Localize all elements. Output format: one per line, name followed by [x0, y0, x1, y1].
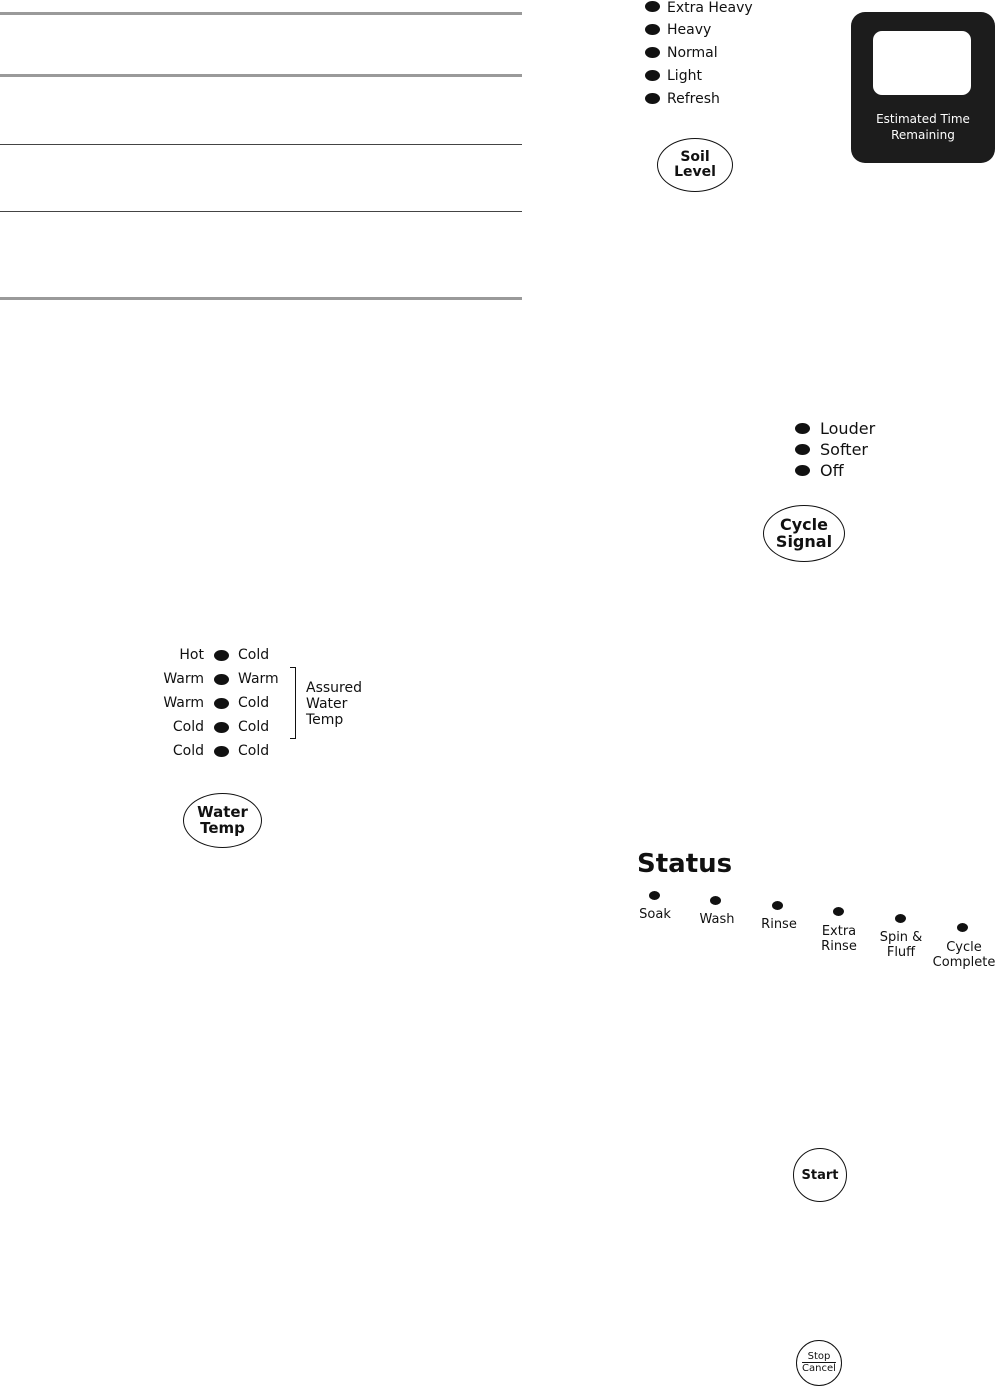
- led-indicator: [649, 891, 660, 900]
- led-indicator: [214, 698, 229, 709]
- time-display-screen: [873, 31, 971, 95]
- rinse-temp-label: Cold: [238, 695, 270, 711]
- button-label: Signal: [775, 531, 833, 551]
- cycle-signal-option: Softer: [820, 440, 868, 459]
- led-indicator: [214, 722, 229, 733]
- divider-rule: [0, 74, 522, 77]
- led-indicator: [645, 70, 660, 81]
- label-line: Water: [306, 696, 348, 712]
- caption-line: Remaining: [891, 128, 955, 142]
- label-line: Cycle: [946, 940, 982, 955]
- rinse-temp-label: Cold: [238, 743, 270, 759]
- time-display-panel: [851, 12, 995, 163]
- wash-temp-label: Cold: [172, 719, 204, 735]
- led-indicator: [645, 93, 660, 104]
- rinse-temp-label: Warm: [238, 671, 279, 687]
- stop-cancel-button[interactable]: [796, 1340, 842, 1386]
- led-indicator: [772, 901, 783, 910]
- led-indicator: [895, 914, 906, 923]
- led-indicator: [645, 24, 660, 35]
- led-indicator: [645, 47, 660, 58]
- cycle-signal-option: Off: [820, 461, 844, 480]
- led-indicator: [214, 650, 229, 661]
- soil-level-option: Heavy: [667, 22, 712, 38]
- status-title: Status: [637, 849, 733, 879]
- led-indicator: [833, 907, 844, 916]
- label-line: Spin &: [879, 930, 923, 945]
- led-indicator: [795, 444, 810, 455]
- status-label-cycle-complete: [924, 940, 997, 970]
- led-indicator: [795, 423, 810, 434]
- label-line: Soak: [639, 907, 671, 922]
- assured-temp-bracket: [290, 667, 296, 739]
- button-label: Water: [197, 802, 248, 821]
- button-label: Cancel: [802, 1363, 836, 1374]
- wash-temp-label: Warm: [163, 695, 204, 711]
- button-label: Start: [801, 1167, 839, 1183]
- button-label: Soil: [680, 149, 710, 166]
- soil-level-option: Light: [667, 68, 702, 84]
- wash-temp-label: Cold: [172, 743, 204, 759]
- cycle-signal-option: Louder: [820, 419, 876, 438]
- divider-rule: [0, 144, 522, 145]
- label-line: Fluff: [886, 945, 916, 960]
- rinse-temp-label: Cold: [238, 719, 270, 735]
- led-indicator: [795, 465, 810, 476]
- label-line: Extra: [821, 924, 857, 939]
- label-line: Temp: [306, 712, 344, 728]
- soil-level-button[interactable]: [657, 138, 733, 192]
- button-label: Cycle: [780, 514, 828, 534]
- led-indicator: [214, 746, 229, 757]
- soil-level-option: Extra Heavy: [667, 0, 753, 16]
- wash-temp-label: Hot: [179, 647, 204, 663]
- led-indicator: [214, 674, 229, 685]
- label-line: Rinse: [761, 917, 797, 932]
- time-display-caption: [851, 111, 995, 143]
- label-line: Assured: [306, 680, 362, 696]
- divider-rule: [0, 297, 522, 300]
- divider-rule: [0, 12, 522, 15]
- divider-rule: [0, 211, 522, 212]
- water-temp-button[interactable]: [183, 793, 262, 848]
- led-indicator: [957, 923, 968, 932]
- wash-temp-label: Warm: [163, 671, 204, 687]
- caption-line: Estimated Time: [876, 112, 970, 126]
- label-line: Complete: [932, 955, 996, 970]
- rinse-temp-label: Cold: [238, 647, 270, 663]
- soil-level-option: Refresh: [667, 91, 720, 107]
- start-button[interactable]: [793, 1148, 847, 1202]
- label-line: Wash: [699, 912, 735, 927]
- cycle-signal-button[interactable]: [763, 505, 845, 562]
- assured-water-temp-label: [306, 680, 362, 728]
- button-label: Level: [674, 164, 716, 180]
- button-label: Stop: [807, 1351, 831, 1362]
- label-line: Rinse: [821, 939, 857, 954]
- button-label: Temp: [200, 818, 245, 837]
- led-indicator: [645, 1, 660, 12]
- soil-level-option: Normal: [667, 45, 718, 61]
- led-indicator: [710, 896, 721, 905]
